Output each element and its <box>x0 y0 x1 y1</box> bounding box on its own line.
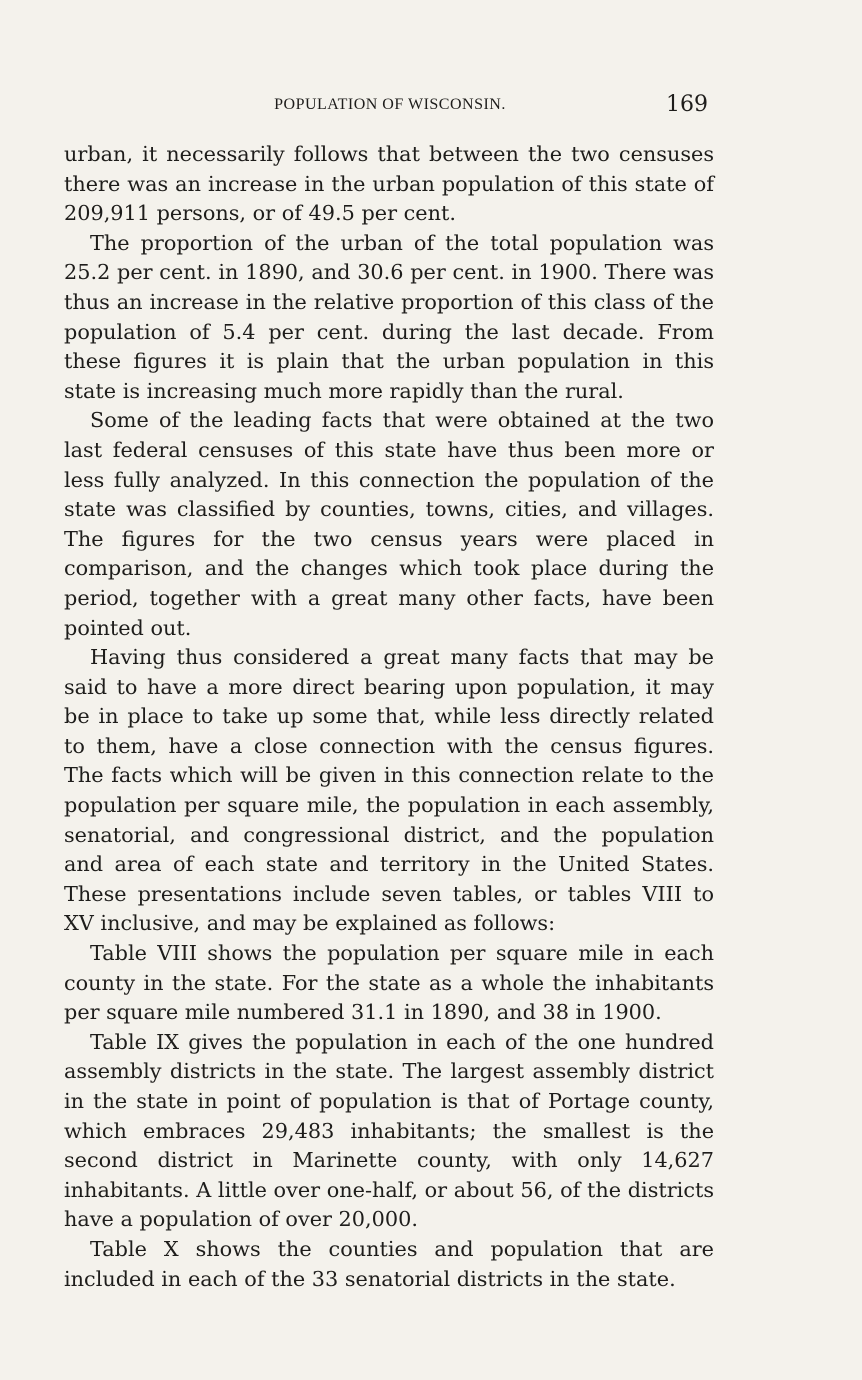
running-header <box>64 92 716 126</box>
page-number: 169 <box>666 92 708 117</box>
body-text <box>64 140 714 1294</box>
paragraph: The proportion of the urban of the total population was 25.2 per cent. in 1890, and 30.6 per cent. in 1900. There was thus an increase in the relative proportion of this class of the population of 5.4 per cent. during the last decade. From these figures it is plain that the urban population in this state is increasing much more rapidly than the rural. <box>64 230 714 403</box>
paragraph: Having thus considered a great many facts that may be said to have a more direct bearing upon population, it may be in place to take up some that, while less directly related to them, have a close connection with the census figures. The facts which will be given in this connection relate to the population per square mile, the population in each assembly, senatorial, and congressional district, and the population and area of each state and territory in the United States. These presentations include seven tables, or tables VIII to XV inclusive, and may be explained as follows: <box>64 645 714 936</box>
paragraph: Table VIII shows the population per square mile in each county in the state. For the state as a whole the inhabitants per square mile numbered 31.1 in 1890, and 38 in 1900. <box>64 941 714 1025</box>
running-title: POPULATION OF WISCONSIN. <box>274 96 506 113</box>
paragraph: Some of the leading facts that were obtained at the two last federal censuses of this state have thus been more or less fully analyzed. In this connection the population of the state was classified by counties, towns, cities, and villages. The figures for the two census years were placed in comparison, and the changes which took place during the period, together with a great many other facts, have been pointed out. <box>64 408 714 640</box>
paragraph: urban, it necessarily follows that between the two censuses there was an increase in the urban population of this state of 209,911 persons, or of 49.5 per cent. <box>64 142 714 226</box>
paragraph: Table X shows the counties and population that are included in each of the 33 senatorial districts in the state. <box>64 1236 714 1291</box>
paragraph: Table IX gives the population in each of the one hundred assembly districts in the state. The largest assembly district in the state in point of population is that of Portage county, which embraces 29,483 inhabitants; the smallest is the second district in Marinette county, with only 14,627 inhabitants. A little over one-half, or about 56, of the districts have a population of over 20,000. <box>64 1029 714 1232</box>
